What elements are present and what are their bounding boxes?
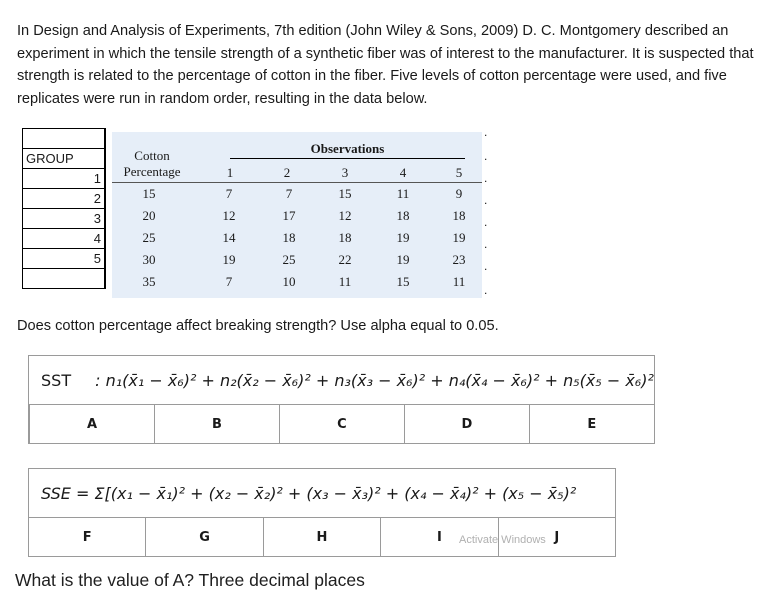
cell-marker: .	[484, 193, 488, 207]
group-row-label: 3	[23, 209, 105, 229]
group-row-label: 5	[23, 249, 105, 269]
problem-intro: In Design and Analysis of Experiments, 7th edition (John Wiley & Sons, 2009) D. C. Montgomery described an experiment in which the tensile strength of a synthetic fiber was of interest to the manufacturer. It is suspected that strength is related to the percentage of cotton in the fiber. Five levels of cotton percentage were used, and five replicates were run in random order, resulting in the data below.	[17, 23, 754, 107]
data-row: 15 7 7 15 11 9	[142, 186, 463, 201]
group-table	[22, 128, 106, 289]
sse-letter: J	[498, 518, 615, 557]
activation-watermark: Activate Windows	[459, 534, 546, 546]
cell-marker: .	[484, 259, 488, 273]
observations-header: Observations	[310, 141, 385, 156]
sse-letter: H	[263, 518, 380, 557]
data-row: 25 14 18 18 19 19	[142, 230, 466, 245]
sse-letter: G	[146, 518, 263, 557]
column-number: 3	[341, 165, 349, 180]
column-number: 2	[283, 165, 291, 180]
sst-formula: : n₁(x̄₁ − x̄₆)² + n₂(x̄₂ − x̄₆)² + n₃(x̄₃ − x̄₆)² + n₄(x̄₄ − x̄₆)² + n₅(x̄₅ − x̄₆)²	[95, 370, 654, 390]
cell-marker: .	[484, 237, 488, 251]
cell-marker: .	[484, 125, 488, 139]
cell-marker: .	[484, 149, 488, 163]
header-rule	[230, 158, 465, 159]
group-row-label: 2	[23, 189, 105, 209]
data-row: 30 19 25 22 19 23	[142, 252, 466, 267]
sst-letter: D	[404, 405, 529, 444]
sst-letter: C	[279, 405, 404, 444]
sse-letter: I	[381, 518, 498, 557]
sst-formula-cell	[29, 356, 655, 405]
sst-letter: E	[529, 405, 654, 444]
sst-letter: B	[154, 405, 279, 444]
observations-table	[112, 132, 482, 298]
cotton-header: Cotton Percentage	[123, 148, 181, 179]
sst-table	[28, 355, 655, 444]
cell-marker: .	[484, 215, 488, 229]
question-text: Does cotton percentage affect breaking strength? Use alpha equal to 0.05.	[17, 318, 499, 334]
column-number: 4	[399, 165, 407, 180]
sst-letter: A	[30, 405, 155, 444]
data-row: 35 7 10 11 15 11	[142, 274, 466, 289]
group-row-label: 4	[23, 229, 105, 249]
sse-letter: F	[29, 518, 146, 557]
cell-marker: .	[484, 283, 488, 297]
cell-marker: .	[484, 171, 488, 185]
column-number: 5	[455, 165, 463, 180]
sse-formula: SSE = Σ[(x₁ − x̄₁)² + (x₂ − x̄₂)² + (x₃ − x̄₃)² + (x₄ − x̄₄)² + (x₅ − x̄₅)²	[29, 469, 616, 518]
sst-label: SST	[41, 370, 72, 390]
group-row-label: 1	[23, 169, 105, 189]
data-row: 20 12 17 12 18 18	[142, 208, 466, 223]
final-question: What is the value of A? Three decimal places	[15, 570, 365, 590]
column-number: 1	[226, 165, 234, 180]
group-header: GROUP	[23, 149, 105, 169]
header-divider	[112, 182, 482, 183]
